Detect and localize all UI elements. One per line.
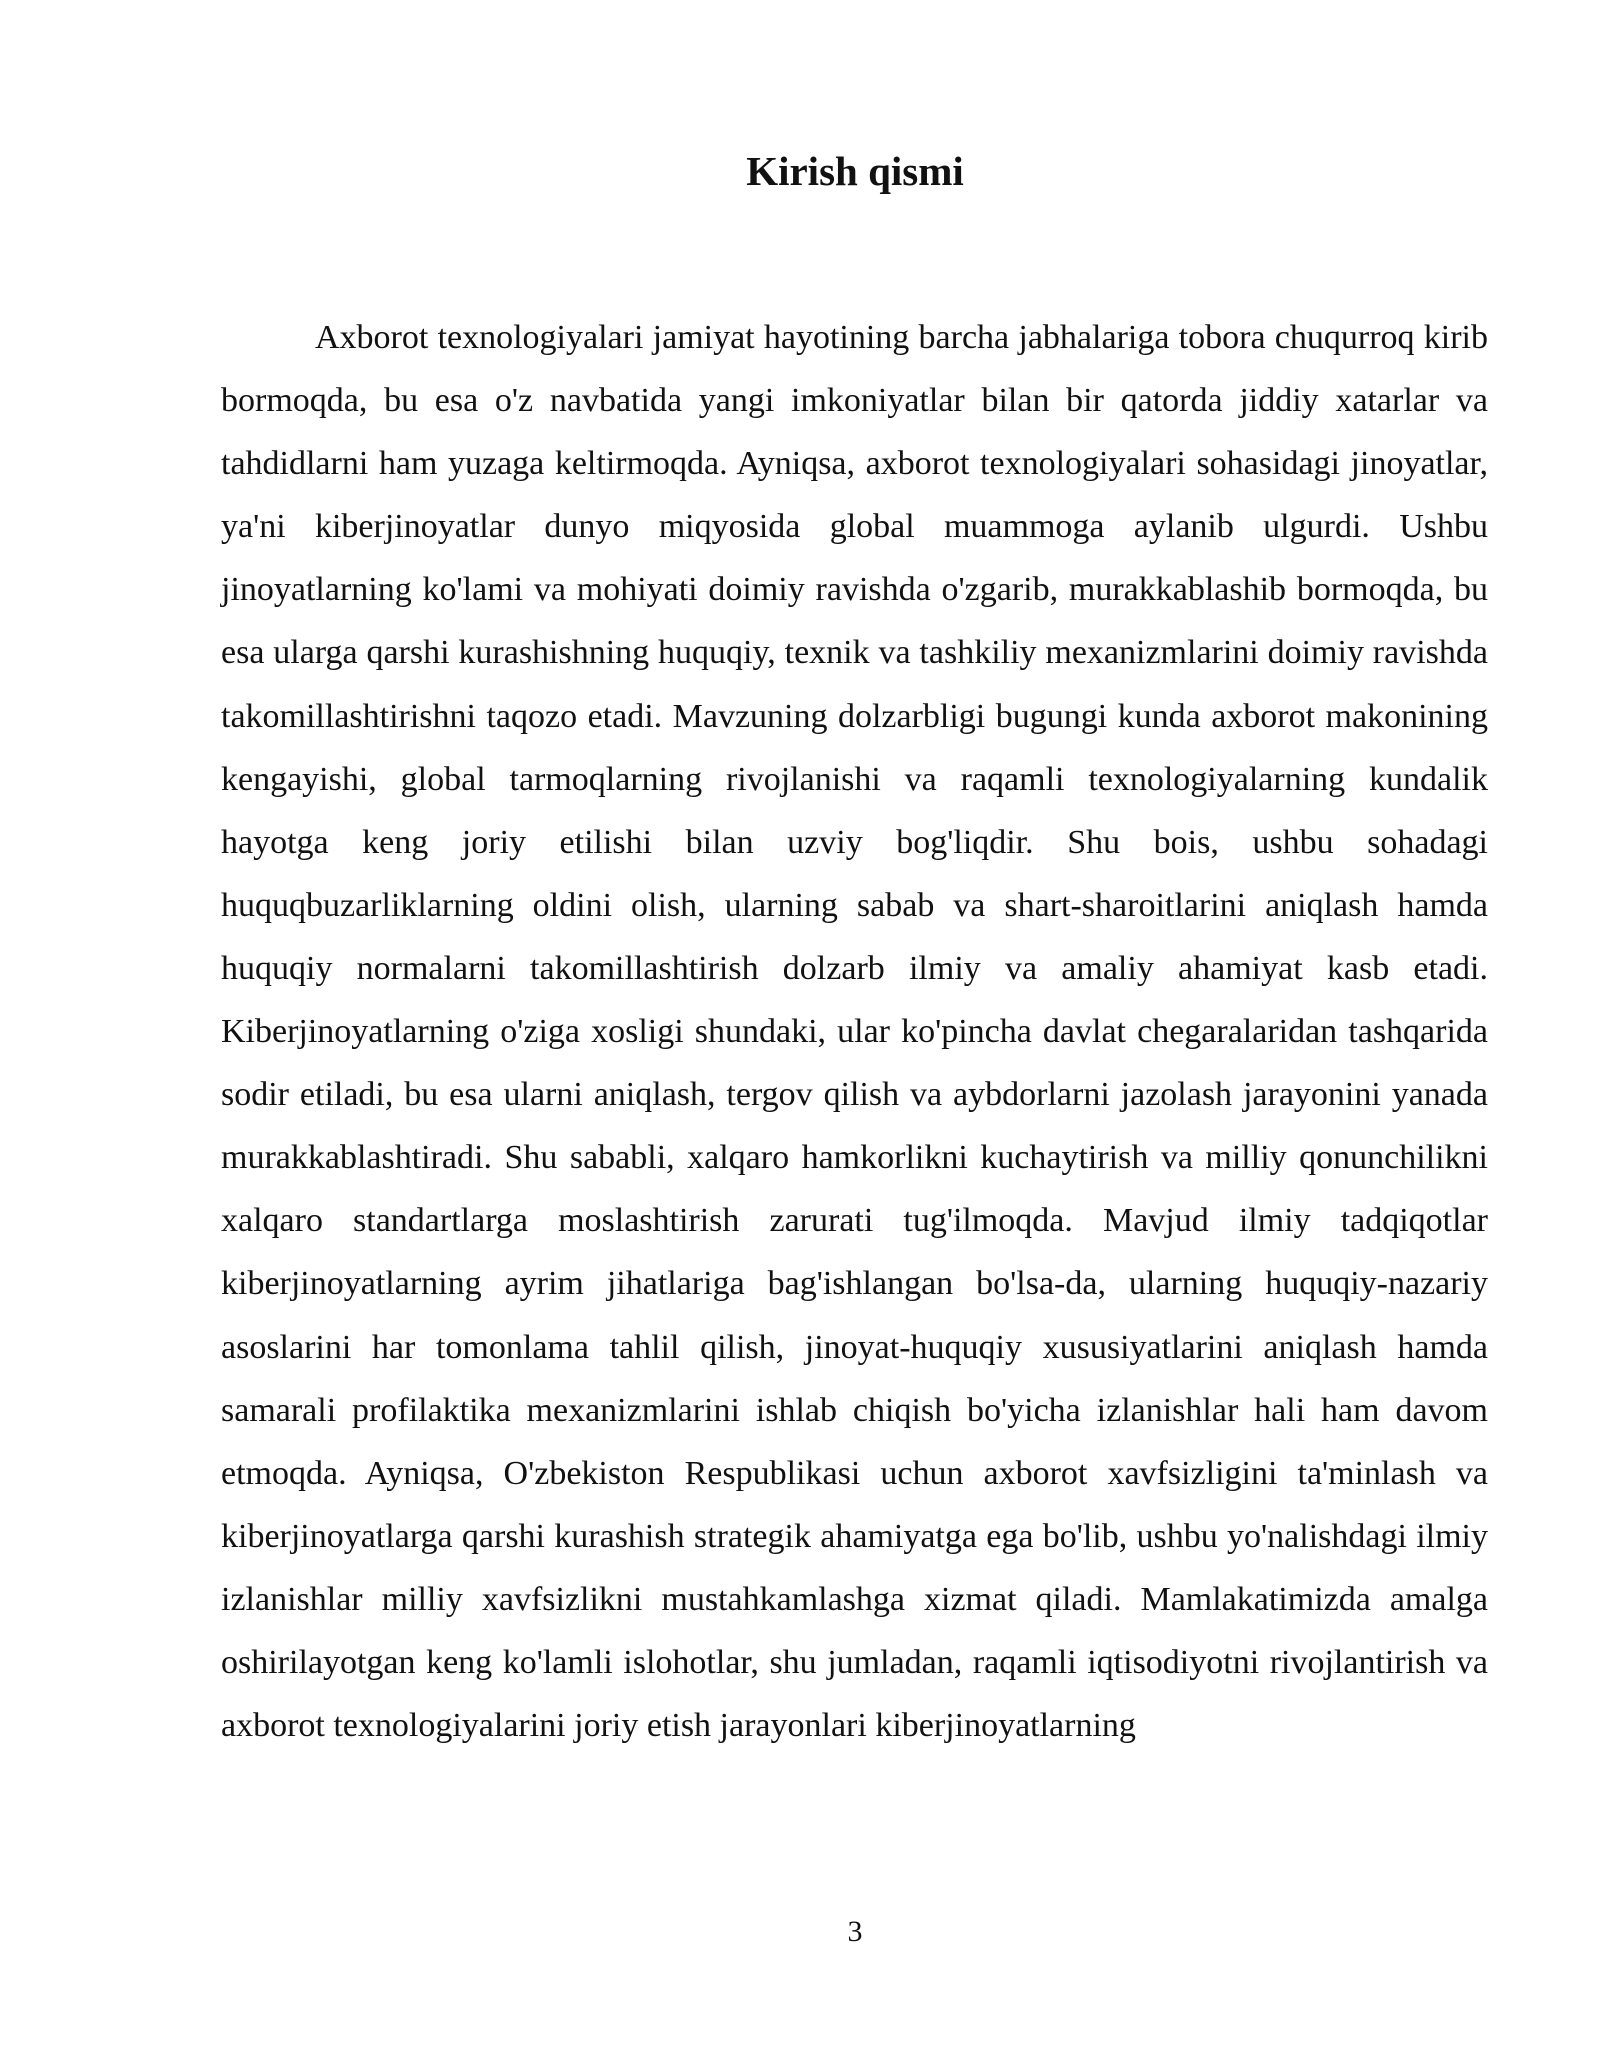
page-title: Kirish qismi: [746, 148, 964, 194]
page-number: 3: [847, 1915, 863, 1948]
body-paragraph: Axborot texnologiyalari jamiyat hayotining barcha jabhalariga tobora chuqurroq kirib bormoqda, bu esa o'z navbatida yangi imkoniyatlar bilan bir qatorda jiddiy xatarlar va tahdidlarni ham yuzaga keltirmoqda. Ayniqsa, axborot texnologiyalari sohasidagi jinoyatlar, ya'ni kiberjinoyatlar dunyo miqyosida global muammoga aylanib ulgurdi. Ushbu jinoyatlarning ko'lami va mohiyati doimiy ravishda o'zgarib, murakkablashib bormoqda, bu esa ularga qarshi kurashishning huquqiy, texnik va tashkiliy mexanizmlarini doimiy ravishda takomillashtirishni taqozo etadi. Mavzuning dolzarbligi bugungi kunda axborot makonining kengayishi, global tarmoqlarning rivojlanishi va raqamli texnologiyalarning kundalik hayotga keng joriy etilishi bilan uzviy bog'liqdir. Shu bois, ushbu sohadagi huquqbuzarliklarning oldini olish, ularning sabab va shart-sharoitlarini aniqlash hamda huquqiy normalarni takomillashtirish dolzarb ilmiy va amaliy ahamiyat kasb etadi. Kiberjinoyatlarning o'ziga xosligi shundaki, ular ko'pincha davlat chegaralaridan tashqarida sodir etiladi, bu esa ularni aniqlash, tergov qilish va aybdorlarni jazolash jarayonini yanada murakkablashtiradi. Shu sababli, xalqaro hamkorlikni kuchaytirish va milliy qonunchilikni xalqaro standartlarga moslashtirish zarurati tug'ilmoqda. Mavjud ilmiy tadqiqotlar kiberjinoyatlarning ayrim jihatlariga bag'ishlangan bo'lsa-da, ularning huquqiy-nazariy asoslarini har tomonlama tahlil qilish, jinoyat-huquqiy xususiyatlarini aniqlash hamda samarali profilaktika mexanizmlarini ishlab chiqish bo'yicha izlanishlar hali ham davom etmoqda. Ayniqsa, O'zbekiston Respublikasi uchun axborot xavfsizligini ta'minlash va kiberjinoyatlarga qarshi kurashish strategik ahamiyatga ega bo'lib, ushbu yo'nalishdagi ilmiy izlanishlar milliy xavfsizlikni mustahkamlashga xizmat qiladi. Mamlakatimizda amalga oshirilayotgan keng ko'lamli islohotlar, shu jumladan, raqamli iqtisodiyotni rivojlantirish va axborot texnologiyalarini joriy etish jarayonlari kiberjinoyatlarning: [221, 319, 1488, 1745]
